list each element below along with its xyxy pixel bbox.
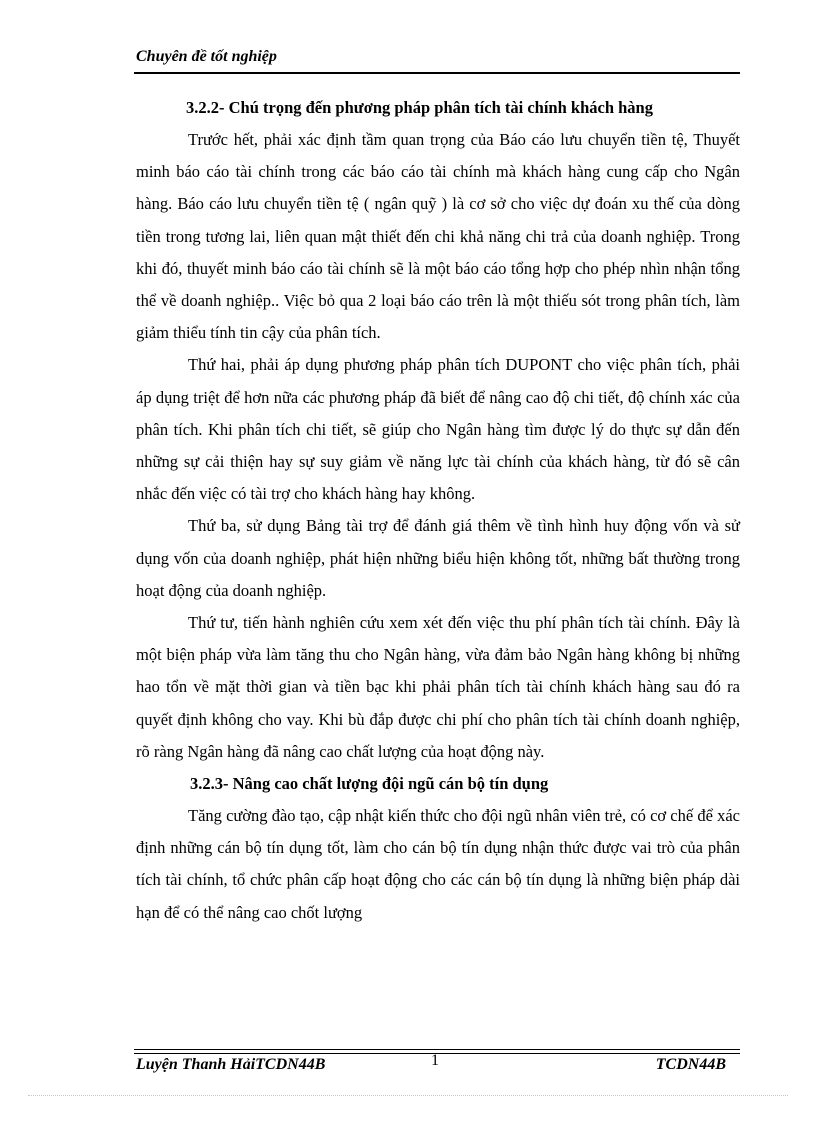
paragraph: Thứ tư, tiến hành nghiên cứu xem xét đến việc thu phí phân tích tài chính. Đây là một biện pháp vừa làm tăng thu cho Ngân hàng, vừa đảm bảo Ngân hàng không bị những hao tổn về mặt thời gian và tiền bạc khi phải phân tích tài chính khách hàng sau đó ra quyết định không cho vay. Khi bù đắp được chi phí cho phân tích tài chính doanh nghiệp, rõ ràng Ngân hàng đã nâng cao chất lượng của hoạt động này. — [136, 613, 740, 761]
section-heading-3-2-3: 3.2.3- Nâng cao chất lượng đội ngũ cán bộ tín dụng — [190, 774, 549, 794]
footer-divider — [134, 1049, 740, 1050]
document-body — [136, 92, 740, 929]
paragraph: Trước hết, phải xác định tầm quan trọng của Báo cáo lưu chuyển tiền tệ, Thuyết minh báo cáo tài chính trong các báo cáo tài chính mà khách hàng cung cấp cho Ngân hàng. Báo cáo lưu chuyển tiền tệ ( ngân quỹ ) là cơ sở cho việc dự đoán xu thế của dòng tiền trong tương lai, liên quan mật thiết đến chi khả năng chi trả của doanh nghiệp. Trong khi đó, thuyết minh báo cáo tài chính sẽ là một báo cáo tổng hợp cho phép nhìn nhận tổng thể về doanh nghiệp.. Việc bỏ qua 2 loại báo cáo trên là một thiếu sót trong phân tích, làm giảm thiểu tính tin cậy của phân tích. — [136, 130, 740, 343]
header-divider — [134, 72, 740, 74]
paragraph: Tăng cường đào tạo, cập nhật kiến thức cho đội ngũ nhân viên trẻ, có cơ chế để xác định những cán bộ tín dụng tốt, làm cho cán bộ tín dụng nhận thức được vai trò của phân tích tài chính, tổ chức phân cấp hoạt động cho các cán bộ tín dụng là những biện pháp dài hạn để có thể nâng cao chốt lượng — [136, 806, 740, 922]
paragraph: Thứ ba, sử dụng Bảng tài trợ để đánh giá thêm về tình hình huy động vốn và sử dụng vốn của doanh nghiệp, phát hiện những biểu hiện không tốt, những bất thường trong hoạt động của doanh nghiệp. — [136, 516, 740, 600]
page-edge — [28, 1095, 788, 1096]
footer-author: Luyện Thanh HảiTCDN44B — [136, 1056, 326, 1073]
page-number: 1 — [431, 1052, 439, 1069]
section-heading-3-2-2: 3.2.2- Chú trọng đến phương pháp phân tích tài chính khách hàng — [186, 98, 653, 117]
header-title: Chuyên đề tốt nghiệp — [136, 48, 277, 65]
paragraph: Thứ hai, phải áp dụng phương pháp phân tích DUPONT cho việc phân tích, phải áp dụng triệt để hơn nữa các phương pháp đã biết để nâng cao độ chi tiết, độ chính xác của phân tích. Khi phân tích chi tiết, sẽ giúp cho Ngân hàng tìm được lý do thực sự dẫn đến những sự cải thiện hay sự suy giảm về năng lực tài chính của khách hàng, từ đó sẽ cân nhắc đến việc có tài trợ cho khách hàng hay không. — [136, 355, 740, 504]
footer-class-code: TCDN44B — [655, 1056, 726, 1073]
